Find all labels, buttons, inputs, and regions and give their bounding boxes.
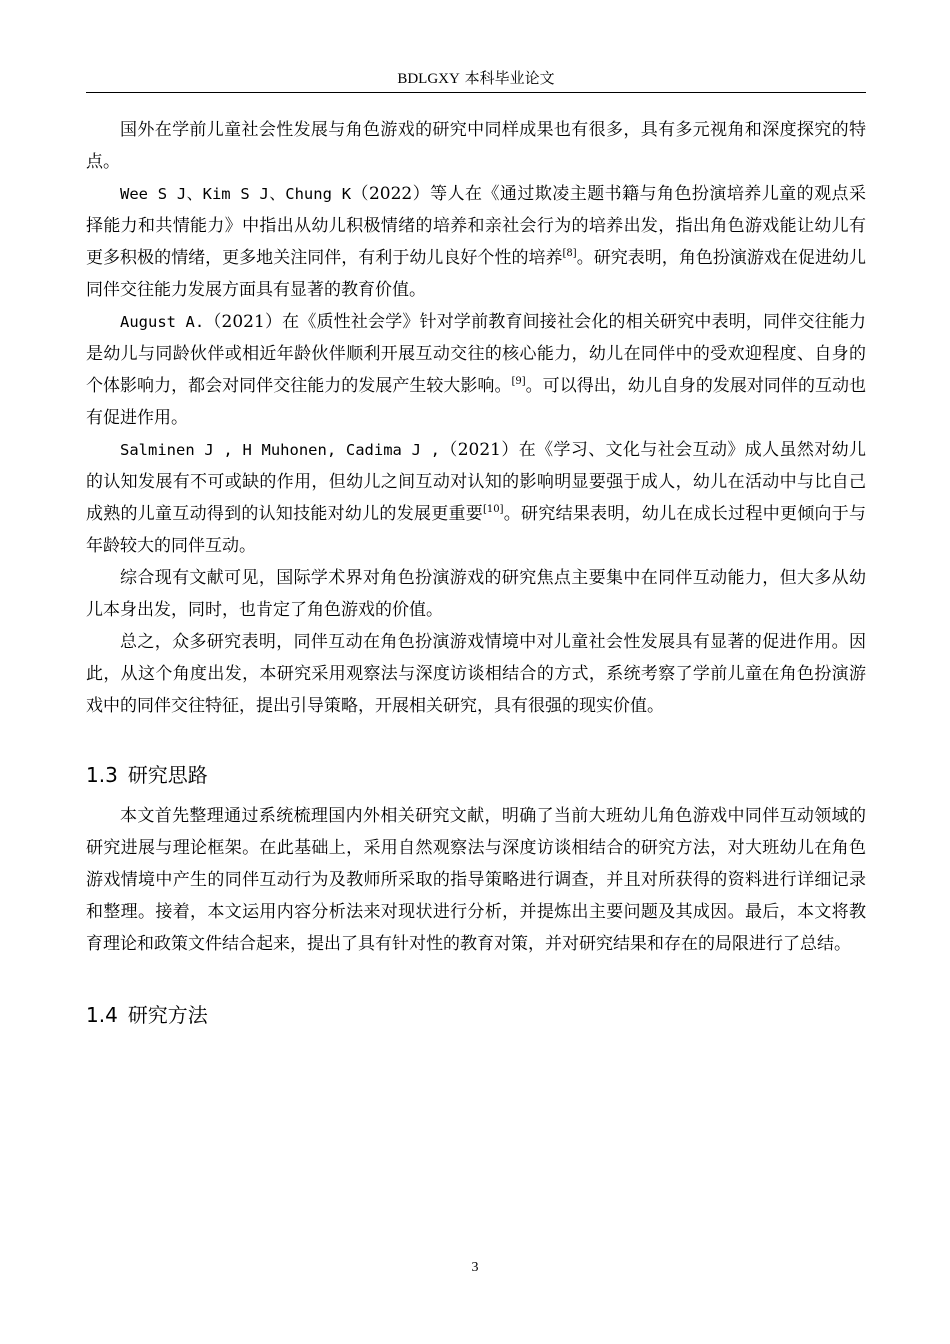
- header-divider: [86, 92, 866, 93]
- citation-authors: Wee S J、Kim S J、Chung K: [120, 185, 352, 203]
- section-title: 研究方法: [127, 1003, 208, 1027]
- section-heading-1-4: [86, 1000, 866, 1030]
- paragraph-text: （2021）在《质性社会学》针对学前教育间接社会化的相关研究中表明，同伴交往能力是幼儿与同龄伙伴或相近年龄伙伴顺利开展互动交往的核心能力，幼儿在同伴中的受欢迎程度、自身的个体影响力，都会对同伴交往能力的发展产生较大影响。: [86, 312, 866, 396]
- paragraph-august: [86, 306, 866, 434]
- reference-mark: [8]: [562, 248, 577, 259]
- paragraph-text: 。可以得出，幼儿自身的发展对同伴的互动也有促进作用。: [86, 376, 867, 428]
- header-school-code: BDLGXY: [397, 71, 460, 87]
- paragraph-text: （2022）等人在《通过欺凌主题书籍与角色扮演培养儿童的观点采择能力和共情能力》中指出从幼儿积极情绪的培养和亲社会行为的培养出发，指出角色游戏能让幼儿有更多积极的情绪，更多地关注同伴，有利于幼儿良好个性的培养: [86, 184, 866, 268]
- paragraph-intro: 国外在学前儿童社会性发展与角色游戏的研究中同样成果也有很多，具有多元视角和深度探究的特点。: [86, 120, 866, 172]
- page-body: [86, 114, 866, 1030]
- citation-authors: Salminen J , H Muhonen, Cadima J ,: [120, 441, 440, 459]
- paragraph-text: 。研究结果表明，幼儿在成长过程中更倾向于与年龄较大的同伴互动。: [86, 504, 867, 556]
- paragraph-text: 。研究表明，角色扮演游戏在促进幼儿同伴交往能力发展方面具有显著的教育价值。: [86, 248, 866, 300]
- paragraph-wee: [86, 178, 866, 306]
- paragraph-text: （2021）在《学习、文化与社会互动》成人虽然对幼儿的认知发展有不可或缺的作用，但幼儿之间互动对认知的影响明显要强于成人，幼儿在活动中与比自己成熟的儿童互动得到的认知技能对幼儿的发展更重要: [86, 440, 866, 524]
- section-number: 1.4: [86, 1003, 118, 1027]
- paragraph-summary: 综合现有文献可见，国际学术界对角色扮演游戏的研究焦点主要集中在同伴互动能力，但大多从幼儿本身出发，同时，也肯定了角色游戏的价值。: [86, 568, 866, 620]
- reference-mark: [10]: [483, 504, 504, 515]
- paragraph-conclusion: 总之，众多研究表明，同伴互动在角色扮演游戏情境中对儿童社会性发展具有显著的促进作用。因此，从这个角度出发，本研究采用观察法与深度访谈相结合的方式，系统考察了学前儿童在角色扮演游戏中的同伴交往特征，提出引导策略，开展相关研究，具有很强的现实价值。: [86, 632, 866, 716]
- paragraph-research-approach: 本文首先整理通过系统梳理国内外相关研究文献，明确了当前大班幼儿角色游戏中同伴互动领域的研究进展与理论框架。在此基础上，采用自然观察法与深度访谈相结合的研究方法，对大班幼儿在角色游戏情境中产生的同伴互动行为及教师所采取的指导策略进行调查，并且对所获得的资料进行详细记录和整理。接着，本文运用内容分析法来对现状进行分析，并提炼出主要问题及其成因。最后，本文将教育理论和政策文件结合起来，提出了具有针对性的教育对策，并对研究结果和存在的局限进行了总结。: [86, 806, 866, 954]
- section-number: 1.3: [86, 763, 118, 787]
- section-title: 研究思路: [127, 763, 208, 787]
- header-title: 本科毕业论文: [464, 69, 555, 87]
- page-number: 3: [471, 1260, 479, 1275]
- section-heading-1-3: [86, 760, 866, 790]
- paragraph-salminen: [86, 434, 866, 562]
- page-header: [86, 68, 866, 89]
- citation-authors: August A.: [120, 313, 205, 331]
- reference-mark: [9]: [511, 376, 526, 387]
